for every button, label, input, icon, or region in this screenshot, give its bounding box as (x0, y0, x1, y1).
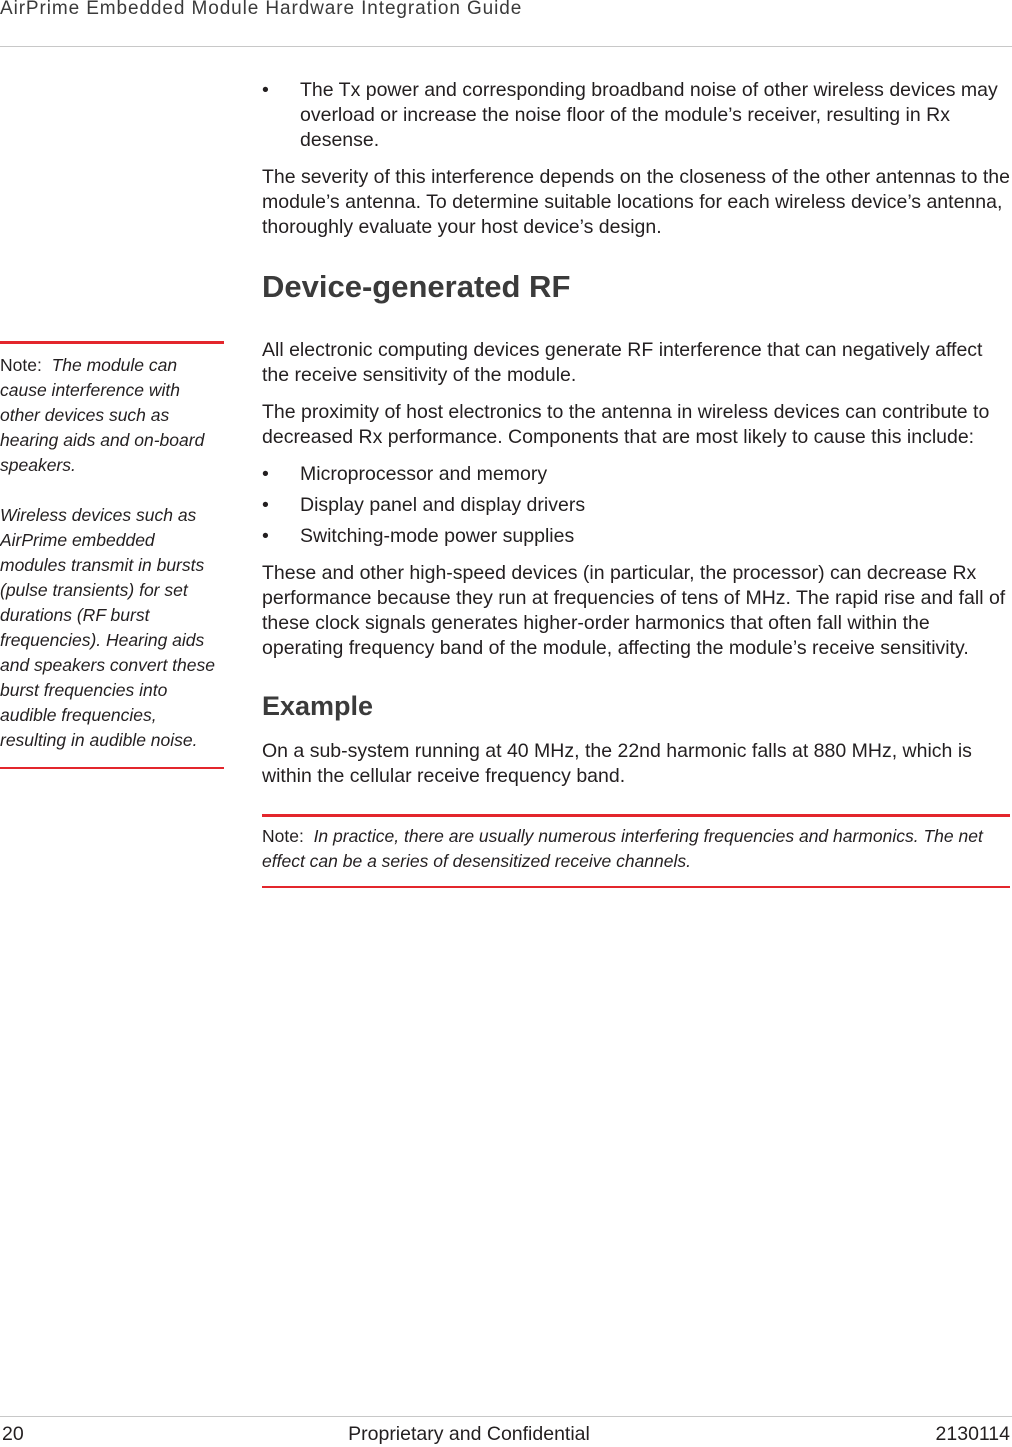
bullet-text: Display panel and display drivers (300, 494, 586, 516)
list-item (262, 462, 1010, 487)
bullet-glyph: • (262, 494, 269, 516)
header-divider (0, 46, 1012, 47)
list-item (262, 78, 1010, 153)
paragraph-high-speed: These and other high-speed devices (in particular, the processor) can decrease Rx performance because they run at frequencies of tens of MHz. The rapid rise and fall of these clock signals generates higher-order harmonics that often fall within the operating frequency band of the module, affecting the module’s receive sensitivity. (262, 562, 1006, 659)
margin-note-prefix: Note: (0, 355, 42, 375)
paragraph-proximity: The proximity of host electronics to the antenna in wireless devices can contribute to decreased Rx performance. Components that are most likely to cause this include: (262, 401, 990, 448)
page-number: 20 (2, 1423, 24, 1445)
section-heading: Device-generated RF (262, 269, 571, 304)
margin-note-paragraph-1 (0, 353, 224, 478)
margin-note-text-2: Wireless devices such as AirPrime embedded modules transmit in bursts (pulse transients) for set durations (RF burst frequencies). Hearing aids and speakers convert these burst frequencies into audible frequencies, resulting in audible noise. (0, 505, 215, 750)
bullet-text: Switching-mode power supplies (300, 525, 575, 547)
intro-bullet-list (262, 78, 1010, 153)
severity-paragraph: The severity of this interference depends on the closeness of the other antennas to the module’s antenna. To determine suitable locations for each wireless device’s antenna, thoroughly evaluate your host device’s design. (262, 166, 1010, 238)
example-heading: Example (262, 691, 374, 721)
document-number: 2130114 (935, 1423, 1010, 1445)
note-prefix: Note: (262, 826, 304, 846)
list-item (262, 493, 1010, 518)
margin-note-text-1: The module can cause interference with other devices such as hearing aids and on-board speakers. (0, 355, 205, 475)
component-bullet-list (262, 462, 1010, 549)
example-paragraph: On a sub-system running at 40 MHz, the 22nd harmonic falls at 880 MHz, which is within the cellular receive frequency band. (262, 740, 972, 787)
footer-divider (0, 1416, 1012, 1417)
bullet-glyph: • (262, 79, 269, 101)
running-header-title: AirPrime Embedded Module Hardware Integration Guide (0, 0, 523, 19)
main-content (262, 78, 1010, 888)
bullet-glyph: • (262, 463, 269, 485)
paragraph-rf-interference: All electronic computing devices generate RF interference that can negatively affect the receive sensitivity of the module. (262, 339, 983, 386)
note-text: In practice, there are usually numerous interfering frequencies and harmonics. The net effect can be a series of desensitized receive channels. (262, 826, 983, 871)
margin-note (0, 341, 224, 769)
footer-confidentiality: Proprietary and Confidential (348, 1423, 590, 1445)
bullet-text: The Tx power and corresponding broadband noise of other wireless devices may overload or increase the noise floor of the module’s receiver, resulting in Rx desense. (300, 79, 998, 151)
inline-note (262, 814, 1010, 888)
list-item (262, 524, 1010, 549)
bullet-glyph: • (262, 525, 269, 547)
bullet-text: Microprocessor and memory (300, 463, 548, 485)
